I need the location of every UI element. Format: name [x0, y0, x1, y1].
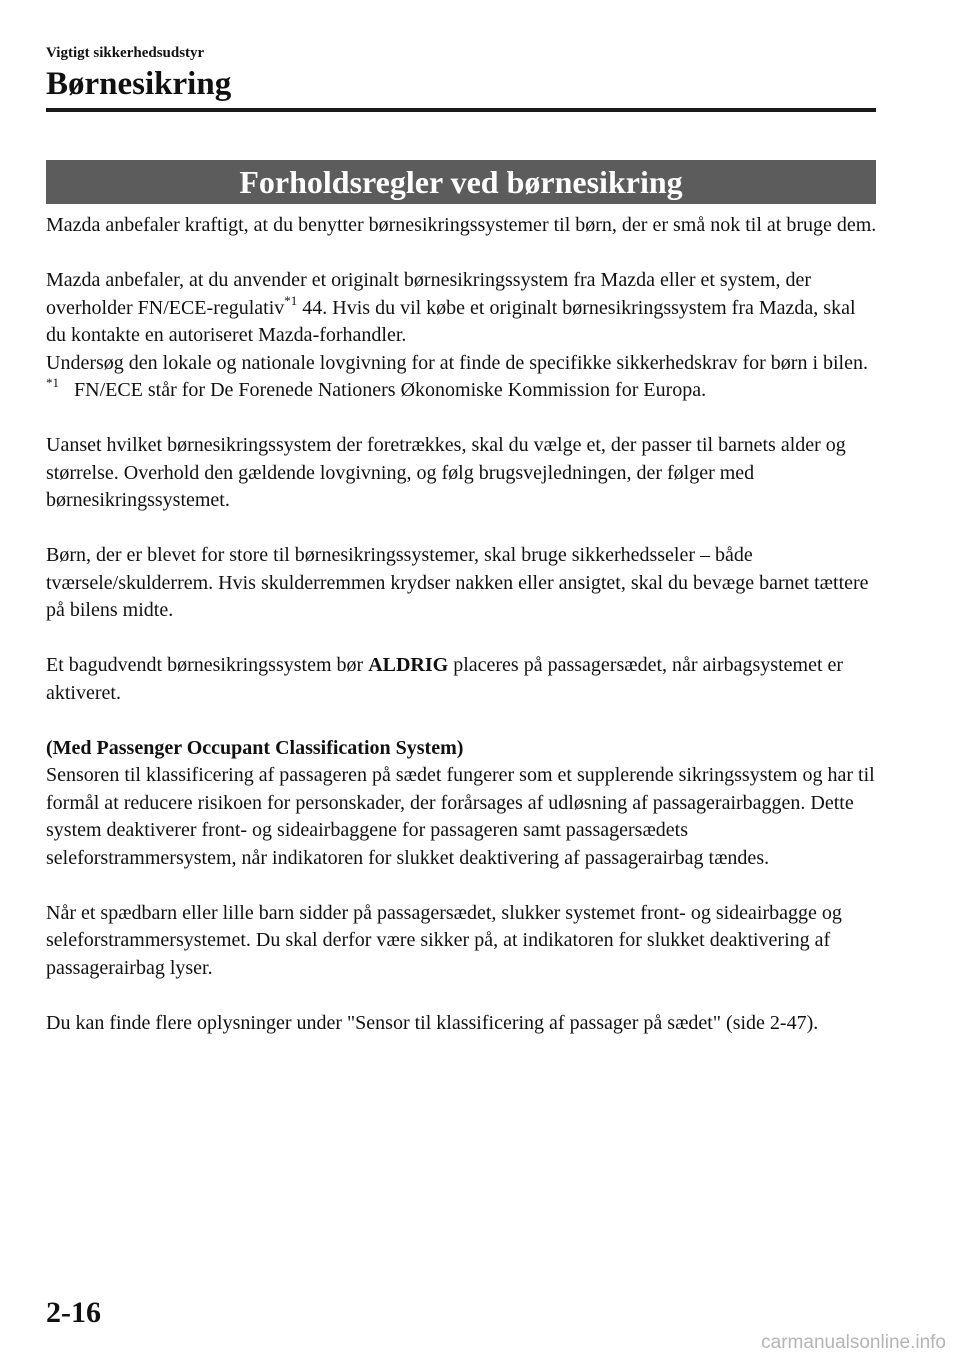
paragraph-legislation: Undersøg den lokale og nationale lovgivning for at finde de specifikke sikkerhedskrav for børn i bilen.	[46, 351, 868, 374]
subsection-heading-open-paren: (	[46, 736, 53, 759]
breadcrumb: Vigtigt sikkerhedsudstyr	[46, 45, 205, 61]
section-title-banner: Forholdsregler ved børnesikring	[46, 160, 876, 204]
paragraph-original-system-part-a: Mazda anbefaler, at du anvender et originalt børnesikringssystem fra Mazda eller et system, der overholder FN/ECE-regulativ	[46, 269, 812, 319]
watermark: carmanualsonline.info	[761, 1332, 946, 1353]
paragraph-original-system	[46, 267, 878, 350]
paragraph-recommendation: Mazda anbefaler kraftigt, at du benytter børnesikringssystemer til børn, der er små nok til at bruge dem.	[46, 214, 877, 236]
paragraph-rear-facing-warning	[46, 652, 878, 707]
warning-part-b: placeres på passagersædet, når airbagsystemet er aktiveret.	[46, 654, 844, 704]
chapter-title: Børnesikring	[46, 66, 232, 102]
paragraph-cross-reference: Du kan finde flere oplysninger under "Sensor til klassificering af passager på sædet" (side 2-47).	[46, 1011, 819, 1034]
paragraph-size-choice: Uanset hvilket børnesikringssystem der foretrækkes, skal du vælge et, der passer til barnets alder og størrelse. Overhold den gældende lovgivning, og følg brugsvejledningen, der følger med børnesikringssystemet.	[46, 434, 846, 511]
footnote-text: FN/ECE står for De Forenede Nationers Økonomiske Kommission for Europa.	[74, 379, 707, 401]
body-text	[46, 212, 878, 1065]
paragraph-infant-on-seat: Når et spædbarn eller lille barn sidder på passagersædet, slukker systemet front- og sideairbagge og seleforstrammersystemet. Du skal derfor være sikker på, at indikatoren for slukket deaktivering af passagerairbag lyser.	[46, 901, 842, 979]
page-header	[46, 44, 876, 104]
header-divider	[46, 108, 876, 112]
paragraph-seat-belts: Børn, der er blevet for store til børnesikringssystemer, skal bruge sikkerhedsseler – både tværsele/skulderrem. Hvis skulderremmen krydser nakken eller ansigtet, skal du bevæge barnet tættere på bilens midte.	[46, 544, 869, 621]
warning-part-a: Et bagudvendt børnesikringssystem bør	[46, 654, 369, 676]
footnote-mark: *1	[46, 375, 59, 391]
footnote	[46, 377, 878, 405]
paragraph-original-system-part-b: 44. Hvis du vil købe et originalt børnesikringssystem fra Mazda, skal du kontakte en autoriseret Mazda-forhandler.	[46, 296, 856, 346]
subsection-heading	[46, 735, 878, 763]
subsection-heading-close-paren: )	[456, 736, 464, 759]
footnote-reference: *1	[284, 292, 298, 308]
paragraph-occupant-sensor: Sensoren til klassificering af passageren på sædet fungerer som et supplerende sikringssystem og har til formål at reducere risikoen for personskader, der forårsages af udløsning af passagerairbaggen. Dette system deaktiverer front- og sideairbaggene for passageren samt passagersædets seleforstrammersystem, når indikatoren for slukket deaktivering af passagerairbag tændes.	[46, 764, 875, 869]
subsection-heading-text: Med Passenger Occupant Classification System	[52, 736, 457, 759]
page-number: 2-16	[46, 1296, 101, 1329]
warning-emphasis: ALDRIG	[368, 654, 449, 676]
